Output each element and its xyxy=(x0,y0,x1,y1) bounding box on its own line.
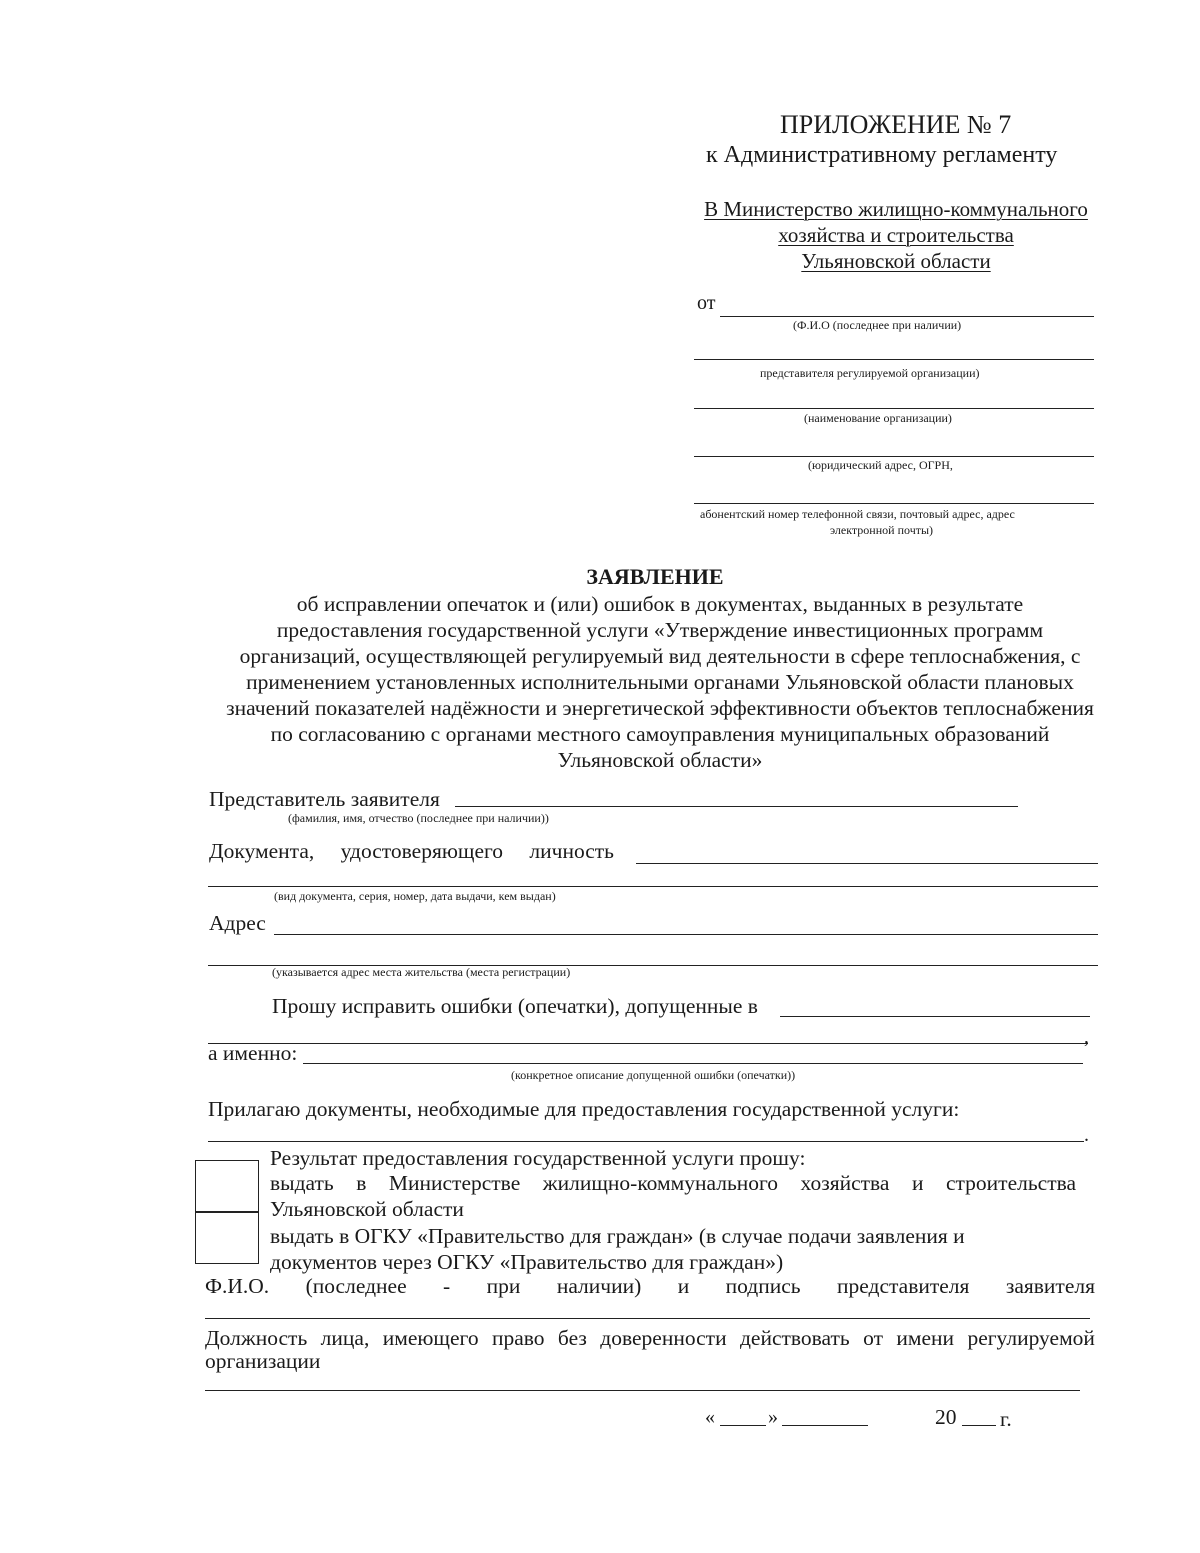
contacts-hint-2: электронной почты) xyxy=(830,523,934,537)
id-doc-word: удостоверяющего xyxy=(340,839,504,863)
position-word: доверенности xyxy=(600,1326,727,1350)
option-ministry-line: Ульяновской области xyxy=(270,1197,464,1221)
id-doc-word: Документа, xyxy=(209,839,315,863)
position-word: имеющего xyxy=(382,1326,479,1350)
from-label: от xyxy=(697,292,716,314)
statement-subject xyxy=(160,591,1160,773)
position-word: право xyxy=(491,1326,545,1350)
option-ministry-text xyxy=(270,1170,1076,1222)
position-label-2: организации xyxy=(205,1349,321,1373)
fio-word: наличии) xyxy=(556,1274,642,1298)
position-word: Должность xyxy=(205,1326,308,1350)
date-open-quote: « xyxy=(705,1406,715,1428)
from-line-2-field[interactable] xyxy=(694,359,1094,360)
appendix-title: ПРИЛОЖЕНИЕ № 7 xyxy=(780,110,1012,139)
fio-word: и xyxy=(677,1274,690,1298)
from-org-rep-hint: представителя регулируемой организации) xyxy=(760,366,980,380)
org-name-field[interactable] xyxy=(694,408,1094,409)
position-label xyxy=(205,1326,1095,1351)
from-name-hint: (Ф.И.О (последнее при наличии) xyxy=(793,318,962,332)
contacts-field[interactable] xyxy=(694,503,1094,504)
contacts-hint-1: абонентский номер телефонной связи, почтовый адрес, адрес xyxy=(700,507,1015,521)
namely-label: а именно: xyxy=(208,1041,298,1065)
position-word: от xyxy=(863,1326,883,1350)
result-label: Результат предоставления государственной услуги прошу: xyxy=(270,1146,806,1170)
from-name-field[interactable] xyxy=(720,316,1094,317)
date-year-prefix: 20 xyxy=(935,1405,957,1429)
subject-line: об исправлении опечаток и (или) ошибок в документах, выданных в результате xyxy=(296,592,1024,616)
attach-label: Прилагаю документы, необходимые для предоставления государственной услуги: xyxy=(208,1097,960,1121)
position-word: лица, xyxy=(320,1326,370,1350)
subject-line: применением установленных исполнительными органами Ульяновской области плановых xyxy=(246,670,1074,694)
option-ogku-line: выдать в ОГКУ «Правительство для граждан» (в случае подачи заявления и xyxy=(270,1224,965,1248)
request-doc-field-2[interactable] xyxy=(208,1043,1088,1044)
legal-address-field[interactable] xyxy=(694,456,1094,457)
fio-word: заявителя xyxy=(1005,1274,1095,1298)
option-ogku-line: документов через ОГКУ «Правительство для граждан») xyxy=(270,1250,784,1274)
date-day-field[interactable] xyxy=(720,1425,766,1426)
address-hint: (указывается адрес места жительства (места регистрации) xyxy=(272,965,571,979)
subject-line: значений показателей надёжности и энергетической эффективности объектов теплоснабжения xyxy=(226,696,1094,720)
id-document-hint: (вид документа, серия, номер, дата выдачи, кем выдан) xyxy=(274,889,556,903)
position-word: без xyxy=(557,1326,587,1350)
representative-hint: (фамилия, имя, отчество (последнее при наличии)) xyxy=(288,811,549,825)
ministry-line: В Министерство жилищно-коммунального xyxy=(704,197,1088,221)
date-year-suffix: г. xyxy=(1000,1407,1012,1431)
ministry-line: Ульяновской области xyxy=(801,249,991,273)
namely-field[interactable] xyxy=(303,1063,1083,1064)
date-close-quote: » xyxy=(768,1406,778,1428)
signature-label xyxy=(205,1274,1095,1299)
position-word: имени xyxy=(896,1326,955,1350)
id-document-label xyxy=(209,839,614,864)
id-doc-word: личность xyxy=(529,839,614,863)
regulation-subtitle: к Административному регламенту xyxy=(706,142,1058,168)
attach-field[interactable] xyxy=(208,1141,1084,1142)
attach-period: . xyxy=(1084,1124,1089,1146)
fio-word: при xyxy=(486,1274,521,1298)
ministry-line: хозяйства и строительства xyxy=(778,223,1014,247)
subject-line: по согласованию с органами местного самоуправления муниципальных образований xyxy=(270,722,1050,746)
option-ministry-checkbox[interactable] xyxy=(195,1160,259,1212)
option-ogku-checkbox[interactable] xyxy=(195,1212,259,1264)
request-comma: , xyxy=(1084,1026,1089,1048)
fio-word: представителя xyxy=(837,1274,970,1298)
ministry-addressee xyxy=(690,196,1102,274)
fio-word: - xyxy=(443,1274,451,1298)
representative-field[interactable] xyxy=(455,806,1018,807)
position-field[interactable] xyxy=(205,1390,1080,1391)
fio-word: Ф.И.О. xyxy=(205,1274,270,1298)
id-document-field-2[interactable] xyxy=(208,886,1098,887)
address-label: Адрес xyxy=(209,911,266,935)
statement-heading: ЗАЯВЛЕНИЕ xyxy=(586,564,724,589)
fio-word: (последнее xyxy=(305,1274,407,1298)
request-doc-field[interactable] xyxy=(780,1016,1090,1017)
subject-line: предоставления государственной услуги «Утверждение инвестиционных программ xyxy=(276,618,1044,642)
fio-word: подпись xyxy=(725,1274,801,1298)
namely-hint: (конкретное описание допущенной ошибки (опечатки)) xyxy=(511,1068,796,1082)
id-document-field[interactable] xyxy=(636,863,1098,864)
representative-label: Представитель заявителя xyxy=(209,787,440,811)
date-year-field[interactable] xyxy=(962,1425,996,1426)
subject-line: Ульяновской области» xyxy=(557,748,763,772)
legal-address-hint: (юридический адрес, ОГРН, xyxy=(808,458,953,472)
position-word: регулируемой xyxy=(967,1326,1095,1350)
option-ogku-text xyxy=(270,1223,1076,1275)
request-label: Прошу исправить ошибки (опечатки), допущенные в xyxy=(272,994,758,1018)
option-ministry-line: выдать в Министерстве жилищно-коммунального хозяйства и строительства xyxy=(270,1171,1076,1195)
org-name-hint: (наименование организации) xyxy=(804,411,952,425)
signature-field[interactable] xyxy=(205,1318,1090,1319)
date-month-field[interactable] xyxy=(782,1425,868,1426)
position-word: действовать xyxy=(739,1326,850,1350)
address-field[interactable] xyxy=(274,934,1098,935)
subject-line: организаций, осуществляющей регулируемый вид деятельности в сфере теплоснабжения, с xyxy=(239,644,1081,668)
